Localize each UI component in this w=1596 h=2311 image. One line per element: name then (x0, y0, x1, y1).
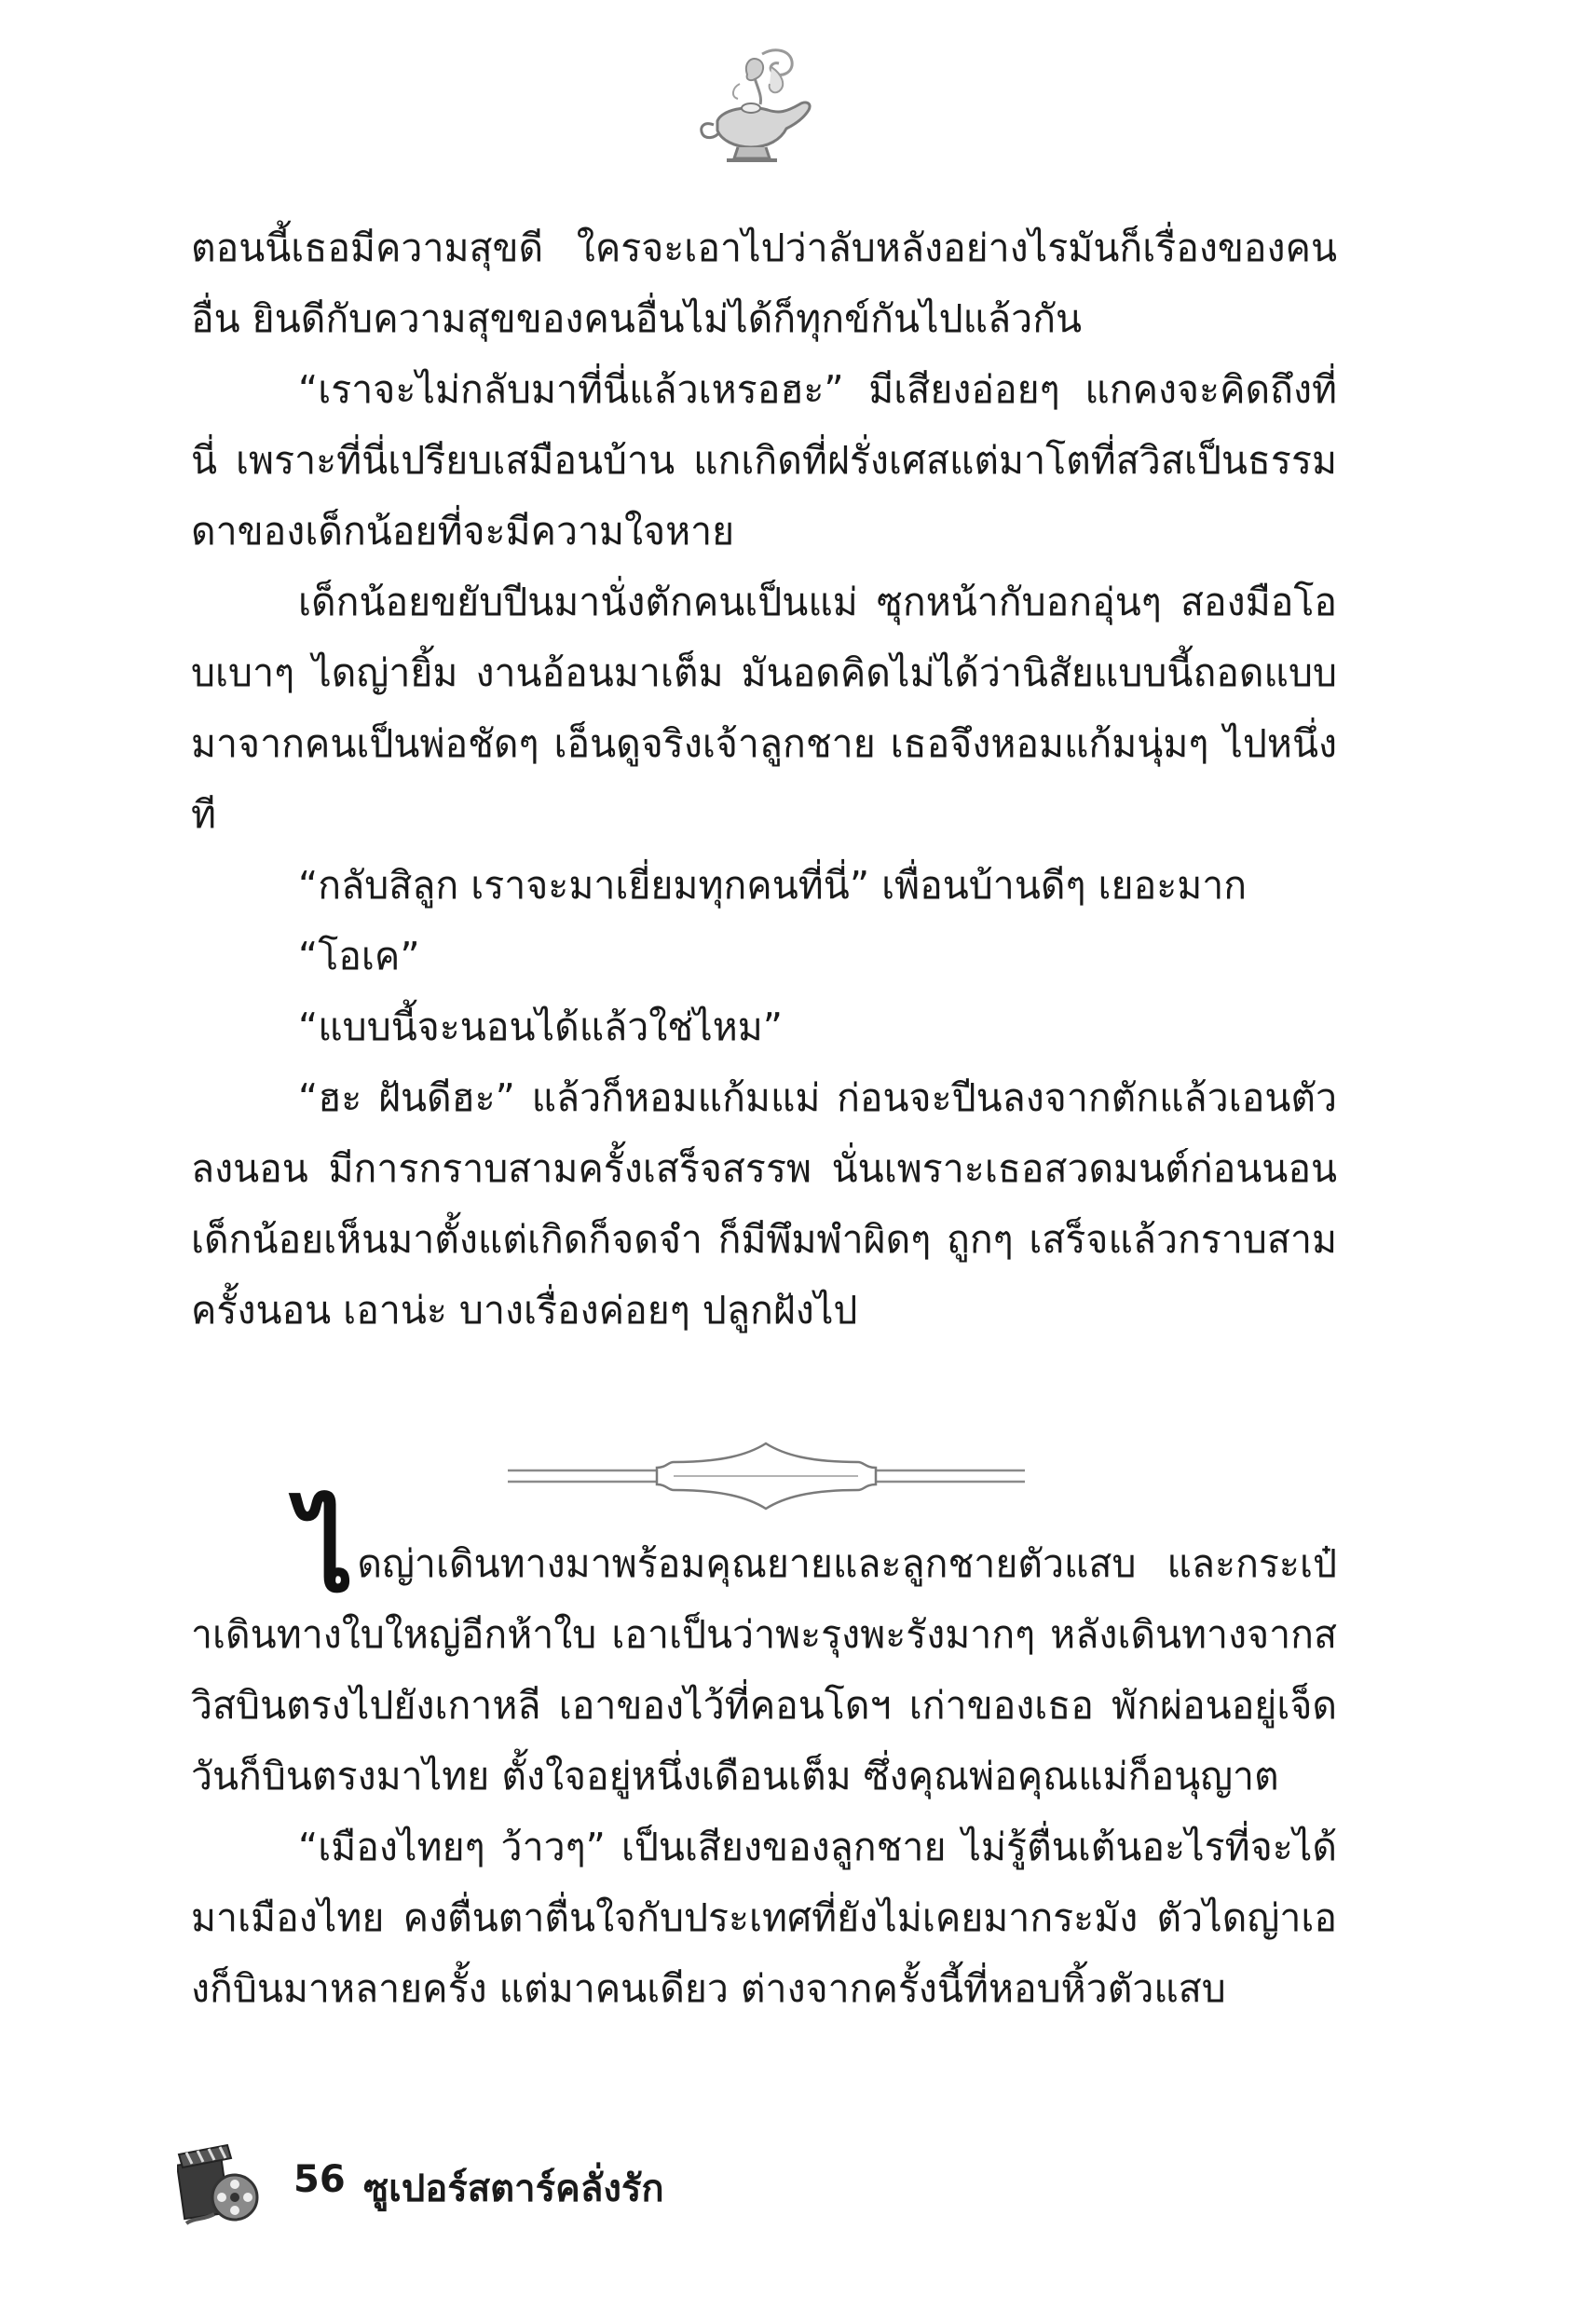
paragraph: “เราจะไม่กลับมาที่นี่แล้วเหรอฮะ” มีเสียงอ่อยๆ แกคงจะคิดถึงที่นี่ เพราะที่นี่เปรียบเสมือนบ้าน แกเกิดที่ฝรั่งเศสแต่มาโตที่สวิสเป็นธรรมดาของเด็กน้อยที่จะมีความใจหาย (191, 367, 1337, 554)
paragraph: “โอเค” (298, 934, 420, 978)
section-1-text (191, 212, 1337, 1346)
film-clapper-reel-icon (177, 2134, 261, 2227)
drop-cap: ไ (298, 1487, 354, 1617)
paragraph: เด็กน้อยขยับปีนมานั่งตักคนเป็นแม่ ซุกหน้ากับอกอุ่นๆ สองมือโอบเบาๆ ไดญ่ายิ้ม งานอ้อนมาเต็ม มันอดคิดไม่ได้ว่านิสัยแบบนี้ถอดแบบมาจากคนเป็นพ่อชัดๆ เอ็นดูจริงเจ้าลูกชาย เธอจึงหอมแก้มนุ่มๆ ไปหนึ่งที (191, 580, 1337, 837)
ornamental-divider-icon (508, 1440, 1025, 1514)
page-footer (177, 2134, 1016, 2227)
paragraph: ตอนนี้เธอมีความสุขดี ใครจะเอาไปว่าลับหลังอย่างไรมันก็เรื่องของคนอื่น ยินดีกับความสุขของคนอื่นไม่ได้ก็ทุกข์กันไปแล้วกัน (191, 226, 1337, 341)
book-title: ซูเปอร์สตาร์คลั่งรัก (363, 2167, 664, 2210)
section-2-text (191, 1487, 1337, 2024)
paragraph: “แบบนี้จะนอนได้แล้วใช่ไหม” (298, 1005, 784, 1049)
magic-lamp-ornament-icon (689, 47, 829, 168)
paragraph-with-dropcap (191, 1487, 1337, 1812)
paragraph-rest: ดญ่าเดินทางมาพร้อมคุณยายและลูกชายตัวแสบ และกระเป๋าเดินทางใบใหญ่อีกห้าใบ เอาเป็นว่าพะรุงพะรังมากๆ หลังเดินทางจากสวิสบินตรงไปยังเกาหลี เอาของไว้ที่คอนโดฯ เก่าของเธอ พักผ่อนอยู่เจ็ดวันก็บินตรงมาไทย ตั้งใจอยู่หนึ่งเดือนเต็ม ซึ่งคุณพ่อคุณแม่ก็อนุญาต (191, 1541, 1337, 1798)
paragraph: “กลับสิลูก เราจะมาเยี่ยมทุกคนที่นี่” เพื่อนบ้านดีๆ เยอะมาก (298, 863, 1248, 908)
paragraph: “เมืองไทยๆ ว้าวๆ” เป็นเสียงของลูกชาย ไม่รู้ตื่นเต้นอะไรที่จะได้มาเมืองไทย คงตื่นตาตื่นใจกับประเทศที่ยังไม่เคยมากระมัง ตัวไดญ่าเองก็บินมาหลายครั้ง แต่มาคนเดียว ต่างจากครั้งนี้ที่หอบหิ้วตัวแสบ (191, 1825, 1337, 2011)
page-number: 56 (293, 2158, 346, 2201)
paragraph: “ฮะ ฝันดีฮะ” แล้วก็หอมแก้มแม่ ก่อนจะปีนลงจากตักแล้วเอนตัวลงนอน มีการกราบสามครั้งเสร็จสรรพ นั่นเพราะเธอสวดมนต์ก่อนนอน เด็กน้อยเห็นมาตั้งแต่เกิดก็จดจำ ก็มีพึมพำผิดๆ ถูกๆ เสร็จแล้วกราบสามครั้งนอน เอาน่ะ บางเรื่องค่อยๆ ปลูกฝังไป (191, 1075, 1337, 1333)
